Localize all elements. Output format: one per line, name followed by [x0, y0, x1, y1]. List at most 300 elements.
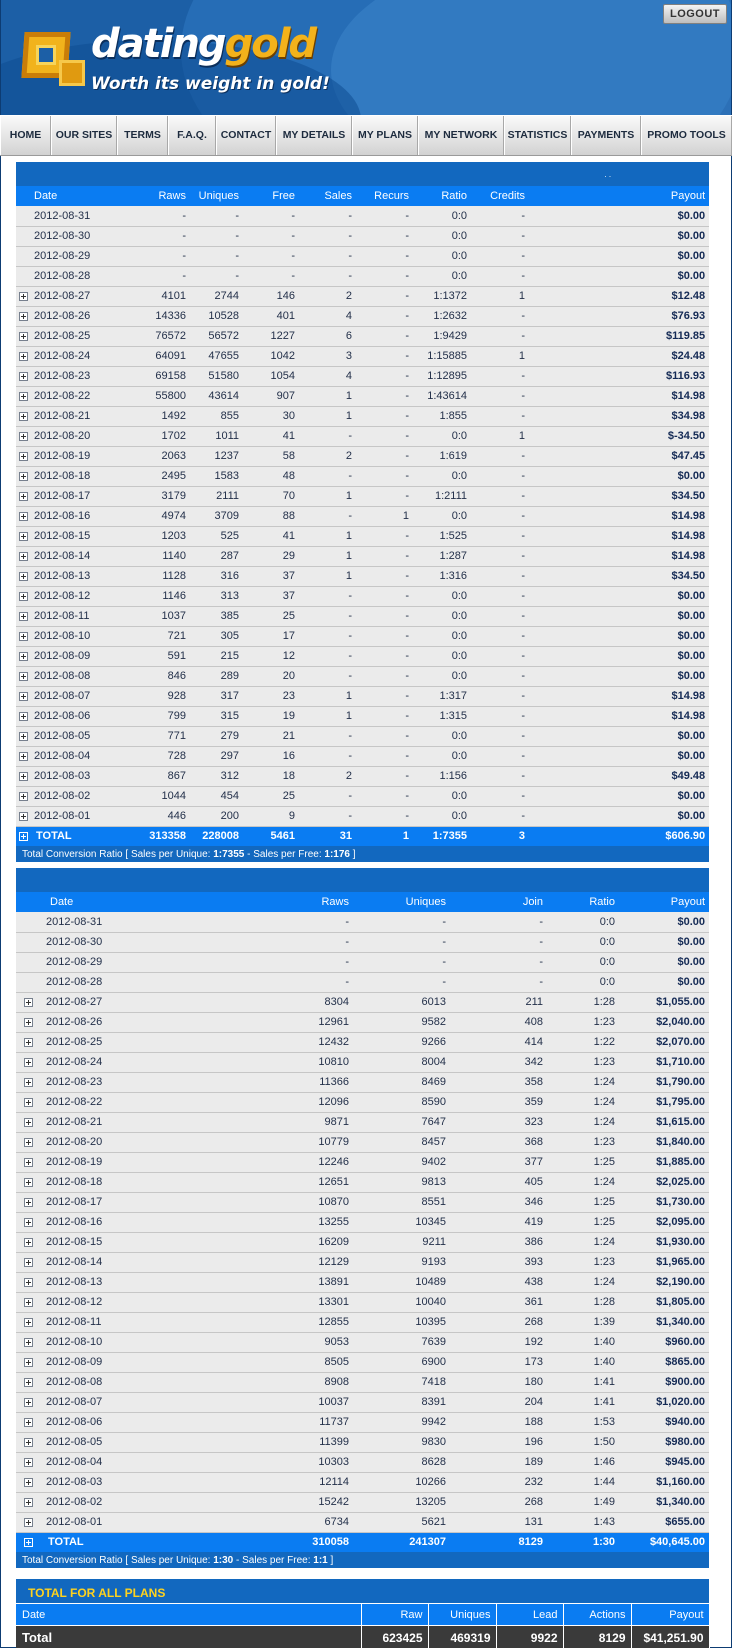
- cell-recurs: -: [356, 746, 413, 766]
- cell-ratio: 0:0: [413, 746, 471, 766]
- cell-ratio: 1:25: [547, 1192, 619, 1212]
- cell-credits: -: [471, 366, 529, 386]
- expand-icon[interactable]: [16, 706, 34, 726]
- table-row: [16, 406, 709, 426]
- all-plans-title: TOTAL FOR ALL PLANS: [16, 1579, 709, 1607]
- cell-uniques: 56572: [190, 326, 243, 346]
- table-row: [16, 386, 709, 406]
- cell-free: 20: [243, 666, 299, 686]
- table-row: [16, 246, 709, 266]
- conversion-ratio: Total Conversion Ratio [ Sales per Unique: 1:7355 - Sales per Free: 1:176 ]: [16, 846, 709, 862]
- expand-icon[interactable]: [16, 346, 34, 366]
- row-spacer: [16, 972, 46, 992]
- cell-join: 408: [450, 1012, 547, 1032]
- cell-join: 377: [450, 1152, 547, 1172]
- cell-payout: $1,840.00: [619, 1132, 709, 1152]
- expand-icon[interactable]: [16, 766, 34, 786]
- cell-raws: 867: [126, 766, 190, 786]
- cell-join: 196: [450, 1432, 547, 1452]
- cell-sales: -: [299, 226, 356, 246]
- cell-date: 2012-08-02: [34, 786, 126, 806]
- cell-date: 2012-08-15: [34, 526, 126, 546]
- cell-raws: -: [126, 266, 190, 286]
- cell-free: 21: [243, 726, 299, 746]
- cell-free: 1227: [243, 326, 299, 346]
- cell-credits: -: [471, 246, 529, 266]
- cell-sales: -: [299, 786, 356, 806]
- cell-free: 70: [243, 486, 299, 506]
- logo-cube-icon[interactable]: [23, 24, 89, 92]
- cell-recurs: -: [356, 366, 413, 386]
- expand-icon[interactable]: [16, 1252, 46, 1272]
- cell-raws: 64091: [126, 346, 190, 366]
- expand-icon[interactable]: [16, 826, 34, 846]
- cell-credits: -: [471, 586, 529, 606]
- cell-raws: 10779: [156, 1132, 353, 1152]
- expand-icon[interactable]: [16, 1532, 46, 1552]
- plan-header-bar: [16, 868, 709, 892]
- table-row: [16, 426, 709, 446]
- cell-date: 2012-08-03: [34, 766, 126, 786]
- expand-icon[interactable]: [16, 1452, 46, 1472]
- cell-sales: 1: [299, 386, 356, 406]
- expand-icon[interactable]: [16, 386, 34, 406]
- cell-free: 12: [243, 646, 299, 666]
- cell-credits: -: [471, 626, 529, 646]
- table-row: [16, 912, 709, 932]
- cell-date: 2012-08-09: [46, 1352, 156, 1372]
- cell-recurs: 1: [356, 506, 413, 526]
- cell-raws: 55800: [126, 386, 190, 406]
- cell-raws: 8908: [156, 1372, 353, 1392]
- expand-icon[interactable]: [16, 1132, 46, 1152]
- plan-bar-note: . .: [16, 162, 709, 186]
- expand-icon[interactable]: [16, 1472, 46, 1492]
- cell-ratio: 1:24: [547, 1112, 619, 1132]
- cell-date: 2012-08-24: [34, 346, 126, 366]
- cell-payout: $0.00: [529, 266, 709, 286]
- table-row: [16, 486, 709, 506]
- cell-raws: 12114: [156, 1472, 353, 1492]
- cell-credits: -: [471, 446, 529, 466]
- cell-uniques: 316: [190, 566, 243, 586]
- total-raws: 310058: [156, 1532, 353, 1552]
- nav-contact[interactable]: CONTACT: [216, 116, 276, 155]
- nav-terms[interactable]: TERMS: [117, 116, 168, 155]
- cell-join: 192: [450, 1332, 547, 1352]
- logo-word-white: dating: [91, 21, 225, 67]
- cell-uniques: 9402: [353, 1152, 450, 1172]
- table-row: [16, 1352, 709, 1372]
- cell-date: 2012-08-13: [46, 1272, 156, 1292]
- total-recurs: 1: [356, 826, 413, 846]
- expand-icon[interactable]: [16, 1512, 46, 1532]
- cell-payout: $47.45: [529, 446, 709, 466]
- expand-icon[interactable]: [16, 366, 34, 386]
- cell-payout: $865.00: [619, 1352, 709, 1372]
- cell-ratio: 0:0: [413, 626, 471, 646]
- cell-payout: $1,795.00: [619, 1092, 709, 1112]
- cell-date: 2012-08-23: [46, 1072, 156, 1092]
- cell-payout: $2,070.00: [619, 1032, 709, 1052]
- cell-ratio: 1:49: [547, 1492, 619, 1512]
- col-payout: Payout: [619, 892, 709, 912]
- cell-recurs: -: [356, 246, 413, 266]
- expand-icon[interactable]: [16, 726, 34, 746]
- cell-free: 146: [243, 286, 299, 306]
- expand-icon[interactable]: [16, 546, 34, 566]
- cell-raws: 76572: [126, 326, 190, 346]
- table-row: [16, 366, 709, 386]
- cell-ratio: 1:39: [547, 1312, 619, 1332]
- expand-icon[interactable]: [16, 1372, 46, 1392]
- cell-ratio: 1:41: [547, 1372, 619, 1392]
- table-row: [16, 1492, 709, 1512]
- table-row: [16, 646, 709, 666]
- cell-payout: $900.00: [619, 1372, 709, 1392]
- cell-raws: 16209: [156, 1232, 353, 1252]
- table-row: [16, 1392, 709, 1412]
- cell-ratio: 0:0: [413, 426, 471, 446]
- nav-statistics[interactable]: STATISTICS: [504, 116, 571, 155]
- cell-credits: -: [471, 206, 529, 226]
- nav-home[interactable]: HOME: [0, 116, 51, 155]
- cell-sales: 1: [299, 706, 356, 726]
- table-row: [16, 932, 709, 952]
- all-plans-table: [16, 1603, 710, 1648]
- cell-date: 2012-08-23: [34, 366, 126, 386]
- cell-ratio: 0:0: [413, 726, 471, 746]
- nav-faq[interactable]: F.A.Q.: [168, 116, 216, 155]
- expand-icon[interactable]: [16, 1112, 46, 1132]
- cell-raws: 11366: [156, 1072, 353, 1092]
- cell-payout: $0.00: [529, 586, 709, 606]
- expand-icon[interactable]: [16, 566, 34, 586]
- cell-free: -: [243, 206, 299, 226]
- cell-ratio: 0:0: [413, 606, 471, 626]
- cell-join: 419: [450, 1212, 547, 1232]
- expand-icon[interactable]: [16, 606, 34, 626]
- cell-uniques: 287: [190, 546, 243, 566]
- cell-recurs: -: [356, 806, 413, 826]
- cell-payout: $12.48: [529, 286, 709, 306]
- logout-button[interactable]: LOGOUT: [663, 4, 727, 24]
- expand-icon[interactable]: [16, 586, 34, 606]
- expand-icon[interactable]: [16, 1492, 46, 1512]
- cell-payout: $-34.50: [529, 426, 709, 446]
- cell-free: 48: [243, 466, 299, 486]
- table-row: [16, 1452, 709, 1472]
- nav-our-sites[interactable]: OUR SITES: [51, 116, 117, 155]
- cell-date: 2012-08-17: [34, 486, 126, 506]
- expand-icon[interactable]: [16, 286, 34, 306]
- cell-uniques: -: [353, 972, 450, 992]
- cell-date: 2012-08-01: [34, 806, 126, 826]
- cell-recurs: -: [356, 766, 413, 786]
- expand-icon[interactable]: [16, 486, 34, 506]
- cell-payout: $1,710.00: [619, 1052, 709, 1072]
- cell-uniques: 317: [190, 686, 243, 706]
- expand-icon[interactable]: [16, 426, 34, 446]
- cell-ratio: 1:316: [413, 566, 471, 586]
- expand-icon[interactable]: [16, 1312, 46, 1332]
- cell-sales: 3: [299, 346, 356, 366]
- cell-raws: 1203: [126, 526, 190, 546]
- cell-uniques: 43614: [190, 386, 243, 406]
- cell-uniques: 312: [190, 766, 243, 786]
- expand-icon[interactable]: [16, 446, 34, 466]
- cell-credits: -: [471, 526, 529, 546]
- row-spacer: [16, 932, 46, 952]
- col-date: Date: [16, 186, 126, 206]
- cell-sales: -: [299, 466, 356, 486]
- expand-icon[interactable]: [16, 1032, 46, 1052]
- cell-raws: 4974: [126, 506, 190, 526]
- nav-my-network[interactable]: MY NETWORK: [418, 116, 504, 155]
- cell-payout: $1,805.00: [619, 1292, 709, 1312]
- cell-recurs: -: [356, 786, 413, 806]
- expand-icon[interactable]: [16, 806, 34, 826]
- cell-ratio: 0:0: [413, 666, 471, 686]
- cell-payout: $14.98: [529, 386, 709, 406]
- plan-stats-table: [16, 162, 709, 862]
- cell-payout: $960.00: [619, 1332, 709, 1352]
- expand-icon[interactable]: [16, 1292, 46, 1312]
- cell-payout: $1,160.00: [619, 1472, 709, 1492]
- cell-ratio: 1:43614: [413, 386, 471, 406]
- cell-join: 358: [450, 1072, 547, 1092]
- cell-recurs: -: [356, 686, 413, 706]
- cell-date: 2012-08-25: [46, 1032, 156, 1052]
- expand-icon[interactable]: [16, 326, 34, 346]
- cell-raws: 846: [126, 666, 190, 686]
- cell-uniques: 7639: [353, 1332, 450, 1352]
- col-raw: Raw: [361, 1604, 428, 1626]
- cell-raws: 13301: [156, 1292, 353, 1312]
- expand-icon[interactable]: [16, 686, 34, 706]
- cell-raws: 1044: [126, 786, 190, 806]
- col-ratio: Ratio: [547, 892, 619, 912]
- cell-ratio: 1:23: [547, 1252, 619, 1272]
- cell-raws: 11737: [156, 1412, 353, 1432]
- expand-icon[interactable]: [16, 466, 34, 486]
- cell-uniques: 8628: [353, 1452, 450, 1472]
- expand-icon[interactable]: [16, 1072, 46, 1092]
- cell-sales: -: [299, 506, 356, 526]
- cell-date: 2012-08-05: [46, 1432, 156, 1452]
- cell-date: 2012-08-27: [34, 286, 126, 306]
- cell-sales: 1: [299, 526, 356, 546]
- cell-ratio: 0:0: [413, 226, 471, 246]
- cell-payout: $14.98: [529, 506, 709, 526]
- cell-payout: $1,020.00: [619, 1392, 709, 1412]
- cell-raws: 13255: [156, 1212, 353, 1232]
- cell-credits: 1: [471, 346, 529, 366]
- cell-sales: 2: [299, 446, 356, 466]
- cell-date: 2012-08-07: [34, 686, 126, 706]
- cell-uniques: 47655: [190, 346, 243, 366]
- expand-icon[interactable]: [16, 1412, 46, 1432]
- expand-icon[interactable]: [16, 1352, 46, 1372]
- expand-icon[interactable]: [16, 1192, 46, 1212]
- cell-ratio: 0:0: [413, 266, 471, 286]
- nav-promo-tools[interactable]: PROMO TOOLS: [641, 116, 732, 155]
- cell-payout: $0.00: [529, 666, 709, 686]
- cell-join: 438: [450, 1272, 547, 1292]
- table-row: [16, 1072, 709, 1092]
- cell-ratio: 1:24: [547, 1072, 619, 1092]
- cell-sales: -: [299, 206, 356, 226]
- expand-icon[interactable]: [16, 992, 46, 1012]
- cell-raws: -: [126, 226, 190, 246]
- cell-payout: $14.98: [529, 526, 709, 546]
- cell-raws: 12432: [156, 1032, 353, 1052]
- cell-ratio: 1:2632: [413, 306, 471, 326]
- total-label: TOTAL: [34, 826, 126, 846]
- expand-icon[interactable]: [16, 1152, 46, 1172]
- expand-icon[interactable]: [16, 1432, 46, 1452]
- nav-my-details[interactable]: MY DETAILS: [276, 116, 352, 155]
- cell-date: 2012-08-30: [46, 932, 156, 952]
- cell-payout: $49.48: [529, 766, 709, 786]
- cell-date: 2012-08-09: [34, 646, 126, 666]
- cell-free: 41: [243, 526, 299, 546]
- cell-credits: -: [471, 686, 529, 706]
- table-row: [16, 1212, 709, 1232]
- cell-date: 2012-08-12: [46, 1292, 156, 1312]
- expand-icon[interactable]: [16, 786, 34, 806]
- row-spacer: [16, 206, 34, 226]
- cell-date: 2012-08-08: [34, 666, 126, 686]
- expand-icon[interactable]: [16, 1012, 46, 1032]
- col-credits: Credits: [471, 186, 529, 206]
- logo[interactable]: [91, 20, 315, 68]
- expand-icon[interactable]: [16, 1092, 46, 1112]
- expand-icon[interactable]: [16, 1392, 46, 1412]
- cell-payout: $34.50: [529, 486, 709, 506]
- plan-header-bar: [16, 162, 709, 186]
- expand-icon[interactable]: [16, 626, 34, 646]
- cell-ratio: 1:2111: [413, 486, 471, 506]
- total-join: 8129: [450, 1532, 547, 1552]
- cell-payout: $119.85: [529, 326, 709, 346]
- expand-icon[interactable]: [16, 306, 34, 326]
- table-row: [16, 1232, 709, 1252]
- table-row: [16, 1132, 709, 1152]
- cell-date: 2012-08-20: [34, 426, 126, 446]
- cell-uniques: 9193: [353, 1252, 450, 1272]
- cell-recurs: -: [356, 706, 413, 726]
- cell-raws: 3179: [126, 486, 190, 506]
- cell-raws: 1702: [126, 426, 190, 446]
- cell-sales: -: [299, 266, 356, 286]
- nav-my-plans[interactable]: MY PLANS: [352, 116, 418, 155]
- cell-ratio: 0:0: [413, 206, 471, 226]
- main-nav: [0, 115, 732, 156]
- cell-ratio: 1:525: [413, 526, 471, 546]
- cell-uniques: -: [353, 952, 450, 972]
- total-lead: 9922: [496, 1626, 563, 1648]
- table-row: [16, 446, 709, 466]
- cell-raws: 799: [126, 706, 190, 726]
- cell-payout: $1,790.00: [619, 1072, 709, 1092]
- cell-date: 2012-08-30: [34, 226, 126, 246]
- cell-uniques: 297: [190, 746, 243, 766]
- total-uniques: 241307: [353, 1532, 450, 1552]
- expand-icon[interactable]: [16, 1332, 46, 1352]
- expand-icon[interactable]: [16, 666, 34, 686]
- cell-join: 405: [450, 1172, 547, 1192]
- table-row: [16, 1292, 709, 1312]
- table-row: [16, 546, 709, 566]
- expand-icon[interactable]: [16, 1052, 46, 1072]
- cell-free: 41: [243, 426, 299, 446]
- cell-payout: $14.98: [529, 546, 709, 566]
- cell-raws: 8505: [156, 1352, 353, 1372]
- cell-payout: $14.98: [529, 706, 709, 726]
- cell-date: 2012-08-04: [46, 1452, 156, 1472]
- table-row: [16, 1252, 709, 1272]
- cell-uniques: 10345: [353, 1212, 450, 1232]
- cell-uniques: 9266: [353, 1032, 450, 1052]
- cell-payout: $1,340.00: [619, 1492, 709, 1512]
- table-row: [16, 1172, 709, 1192]
- cell-payout: $1,615.00: [619, 1112, 709, 1132]
- cell-recurs: -: [356, 226, 413, 246]
- expand-icon[interactable]: [16, 506, 34, 526]
- expand-icon[interactable]: [16, 1232, 46, 1252]
- expand-icon[interactable]: [16, 646, 34, 666]
- cell-payout: $1,930.00: [619, 1232, 709, 1252]
- cell-raws: 771: [126, 726, 190, 746]
- cell-join: 173: [450, 1352, 547, 1372]
- cell-date: 2012-08-18: [46, 1172, 156, 1192]
- cell-ratio: 0:0: [547, 952, 619, 972]
- cell-uniques: 9582: [353, 1012, 450, 1032]
- cell-credits: -: [471, 506, 529, 526]
- nav-payments[interactable]: PAYMENTS: [571, 116, 641, 155]
- expand-icon[interactable]: [16, 1272, 46, 1292]
- cell-join: 342: [450, 1052, 547, 1072]
- expand-icon[interactable]: [16, 1172, 46, 1192]
- cell-join: 131: [450, 1512, 547, 1532]
- cell-ratio: 1:44: [547, 1472, 619, 1492]
- expand-icon[interactable]: [16, 746, 34, 766]
- cell-date: 2012-08-20: [46, 1132, 156, 1152]
- cell-date: 2012-08-07: [46, 1392, 156, 1412]
- cell-uniques: 6013: [353, 992, 450, 1012]
- cell-ratio: 1:317: [413, 686, 471, 706]
- cell-date: 2012-08-22: [34, 386, 126, 406]
- cell-date: 2012-08-26: [46, 1012, 156, 1032]
- cell-payout: $0.00: [619, 952, 709, 972]
- cell-payout: $2,025.00: [619, 1172, 709, 1192]
- cell-uniques: 454: [190, 786, 243, 806]
- cell-join: 368: [450, 1132, 547, 1152]
- expand-icon[interactable]: [16, 1212, 46, 1232]
- cell-uniques: 315: [190, 706, 243, 726]
- cell-payout: $1,055.00: [619, 992, 709, 1012]
- expand-icon[interactable]: [16, 526, 34, 546]
- cell-date: 2012-08-04: [34, 746, 126, 766]
- cell-date: 2012-08-31: [34, 206, 126, 226]
- cell-ratio: 0:0: [413, 466, 471, 486]
- cell-recurs: -: [356, 206, 413, 226]
- expand-icon[interactable]: [16, 406, 34, 426]
- total-label: Total: [16, 1626, 361, 1648]
- cell-uniques: 6900: [353, 1352, 450, 1372]
- cell-recurs: -: [356, 326, 413, 346]
